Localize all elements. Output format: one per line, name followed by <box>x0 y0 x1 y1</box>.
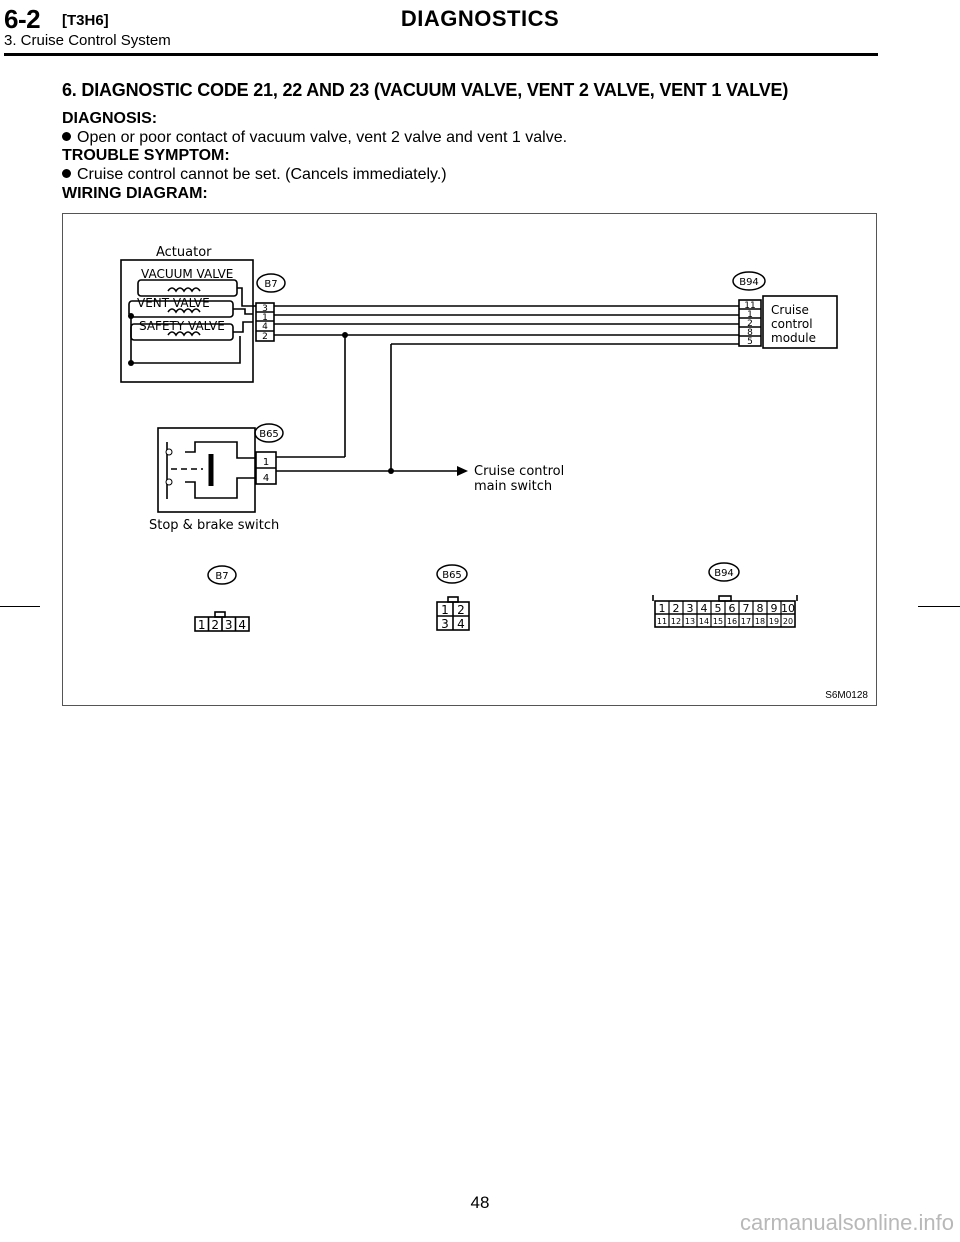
b65-face-pin: 2 <box>457 603 465 617</box>
b94-face-pin: 7 <box>742 602 750 615</box>
header-rule <box>4 53 878 56</box>
b94-face-pin: 12 <box>670 617 682 626</box>
b65-pin: 4 <box>262 473 270 484</box>
b7-face-pin: 3 <box>224 618 233 632</box>
b94-face-pin: 17 <box>740 617 752 626</box>
b7-pin: 2 <box>262 332 268 342</box>
b7-face-pin: 4 <box>238 618 247 632</box>
figure-id: S6M0128 <box>825 690 868 701</box>
b7-pin: 3 <box>262 304 268 314</box>
b94-face-pin: 11 <box>656 617 668 626</box>
stop-switch-label: Stop & brake switch <box>149 518 280 533</box>
b7-pin: 4 <box>262 322 268 332</box>
diagnosis-item: Open or poor contact of vacuum valve, vent 2 valve and vent 1 valve. <box>62 129 567 147</box>
crop-mark-right <box>918 606 960 607</box>
b65-face-tag: B65 <box>442 570 462 581</box>
b94-face-pin: 8 <box>756 602 764 615</box>
diagnosis-label: DIAGNOSIS: <box>62 110 158 127</box>
main-switch-label: Cruise control <box>474 464 565 479</box>
b94-face-pin: 6 <box>728 602 736 615</box>
symptom-label: TROUBLE SYMPTOM: <box>62 147 230 164</box>
b7-face-pin: 2 <box>211 618 220 632</box>
section-title: 6. DIAGNOSTIC CODE 21, 22 AND 23 (VACUUM VALVE, VENT 2 VALVE, VENT 1 VALVE) <box>62 80 789 100</box>
b94-face-pin: 20 <box>782 617 794 626</box>
module-label: module <box>771 331 816 345</box>
page-title: DIAGNOSTICS <box>400 6 560 31</box>
b94-face-pin: 16 <box>726 617 738 626</box>
b94-face-pin: 5 <box>714 602 722 615</box>
bullet-icon <box>62 169 71 178</box>
b65-face-pin: 3 <box>441 617 449 631</box>
symptom-item: Cruise control cannot be set. (Cancels immediately.) <box>62 166 447 184</box>
actuator-label: Actuator <box>156 245 212 260</box>
b7-tag: B7 <box>264 279 278 290</box>
safety-valve-label: SAFETY VALVE <box>139 319 225 333</box>
module-label: control <box>771 317 813 331</box>
b65-pin: 1 <box>262 457 270 468</box>
wiring-diagram-svg <box>63 214 876 705</box>
wiring-diagram <box>62 213 877 706</box>
b94-face-pin: 10 <box>781 602 795 615</box>
b94-tag: B94 <box>739 277 759 288</box>
watermark: carmanualsonline.info <box>739 1210 954 1235</box>
b94-face-pin: 4 <box>700 602 708 615</box>
b7-pin: 1 <box>262 313 268 323</box>
module-label: Cruise <box>771 303 809 317</box>
b94-pin: 11 <box>744 301 756 311</box>
b94-pin: 8 <box>747 328 753 338</box>
b94-face-tag: B94 <box>714 568 734 579</box>
b94-pin: 1 <box>747 310 753 320</box>
b94-face-pin: 9 <box>770 602 778 615</box>
b94-face-pin: 3 <box>686 602 694 615</box>
page-number: 48 <box>470 1193 490 1212</box>
section-code: 6-2 <box>4 4 41 34</box>
vent-valve-label: VENT VALVE <box>137 296 210 310</box>
section-ref: [T3H6] <box>62 12 109 29</box>
bullet-icon <box>62 132 71 141</box>
b94-face-pin: 13 <box>684 617 696 626</box>
b65-face-pin: 4 <box>457 617 465 631</box>
b94-face-pin: 18 <box>754 617 766 626</box>
b7-face-tag: B7 <box>215 571 229 582</box>
b7-face-pin: 1 <box>197 618 206 632</box>
main-switch-label: main switch <box>474 479 553 494</box>
b94-face-pin: 15 <box>712 617 724 626</box>
crop-mark-left <box>0 606 40 607</box>
b94-face-pin: 1 <box>658 602 666 615</box>
b94-pin: 5 <box>747 337 753 347</box>
b94-face-pin: 2 <box>672 602 680 615</box>
b94-face-pin: 19 <box>768 617 780 626</box>
b94-face-pin: 14 <box>698 617 710 626</box>
b65-tag: B65 <box>259 429 279 440</box>
b65-face-pin: 1 <box>441 603 449 617</box>
wiring-label: WIRING DIAGRAM: <box>62 185 208 202</box>
page-subtitle: 3. Cruise Control System <box>4 32 171 49</box>
b94-pin: 2 <box>747 319 753 329</box>
vacuum-valve-label: VACUUM VALVE <box>141 267 234 281</box>
